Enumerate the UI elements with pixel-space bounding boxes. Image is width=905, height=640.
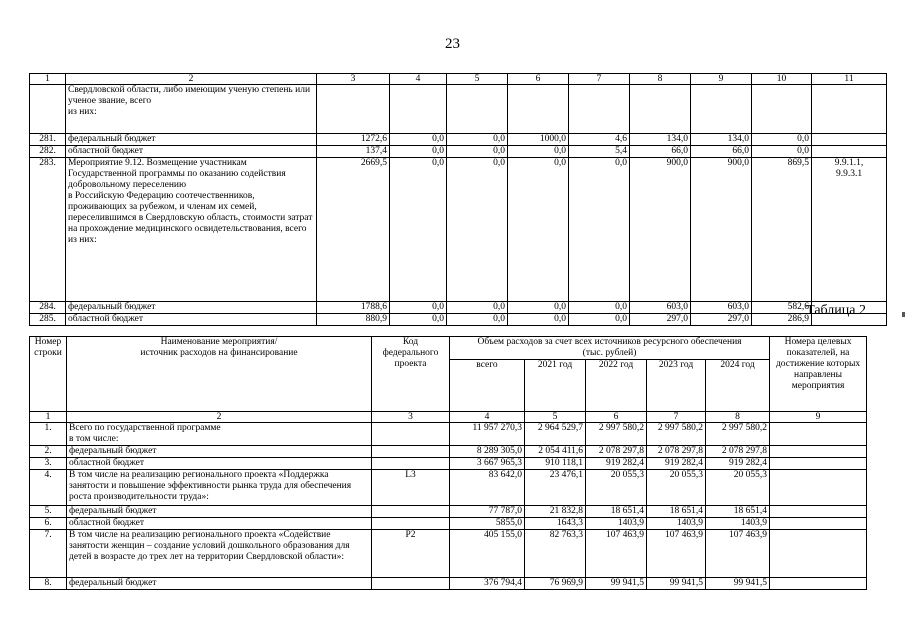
header-total: всего [450, 360, 525, 412]
value-cell: 20 055,3 [706, 470, 770, 506]
table-caption: Таблица 2 [806, 303, 866, 318]
value-cell: 0,0 [569, 158, 630, 302]
value-cell: 603,0 [630, 302, 691, 314]
column-number-3: 3 [372, 412, 450, 423]
header-target-indicators: Номера целевых показателей, на достижение которых направлены мероприятия [770, 337, 867, 412]
row-name: В том числе на реализацию регионального проекта «Содействие занятости женщин – создание условий дошкольного образования для детей в возрасте до трех лет на территории Свердловской области»: [67, 530, 372, 578]
value-cell: 0,0 [508, 314, 569, 326]
table-row [30, 518, 867, 530]
value-cell: 18 651,4 [586, 506, 647, 518]
header-year-2022: 2022 год [586, 360, 647, 412]
value-cell: 4,6 [569, 134, 630, 146]
value-cell: 5,4 [569, 146, 630, 158]
header-year-2023: 2023 год [647, 360, 706, 412]
value-cell: 286,9 [752, 314, 812, 326]
value-cell: 0,0 [390, 314, 447, 326]
value-cell: 0,0 [569, 302, 630, 314]
value-cell: 919 282,4 [647, 458, 706, 470]
target-indicators [770, 578, 867, 590]
value-cell: 107 463,9 [586, 530, 647, 578]
column-number-5: 5 [447, 74, 508, 85]
column-number-4: 4 [450, 412, 525, 423]
column-number-11: 11 [812, 74, 887, 85]
value-cell: 0,0 [508, 302, 569, 314]
table-row [30, 506, 867, 518]
value-cell: 21 832,8 [525, 506, 586, 518]
value-cell: 910 118,1 [525, 458, 586, 470]
value-cell: 2 964 529,7 [525, 423, 586, 446]
column-number-3: 3 [317, 74, 390, 85]
value-cell: 1643,3 [525, 518, 586, 530]
column-number-9: 9 [691, 74, 752, 85]
value-cell: 99 941,5 [586, 578, 647, 590]
value-cell: 2 078 297,8 [706, 446, 770, 458]
row-name: областной бюджет [66, 314, 317, 326]
value-cell [752, 85, 812, 134]
value-cell: 1272,6 [317, 134, 390, 146]
value-cell: 76 969,9 [525, 578, 586, 590]
value-cell: 0,0 [447, 314, 508, 326]
table-row [30, 578, 867, 590]
value-cell: 582,6 [752, 302, 812, 314]
row-number: 3. [30, 458, 67, 470]
table-row [30, 85, 887, 134]
column-number-10: 10 [752, 74, 812, 85]
row-number: 283. [30, 158, 66, 302]
table-row [30, 458, 867, 470]
value-cell: 0,0 [752, 146, 812, 158]
value-cell: 134,0 [630, 134, 691, 146]
value-cell: 107 463,9 [647, 530, 706, 578]
target-indicators [812, 146, 887, 158]
value-cell: 2 997 580,2 [586, 423, 647, 446]
target-indicators [770, 458, 867, 470]
table-row [30, 314, 887, 326]
row-number [30, 85, 66, 134]
value-cell: 900,0 [630, 158, 691, 302]
federal-project-code: P2 [372, 530, 450, 578]
value-cell: 107 463,9 [706, 530, 770, 578]
row-name: Свердловской области, либо имеющим ученую степень или ученое звание, всего из них: [66, 85, 317, 134]
row-name: федеральный бюджет [67, 578, 372, 590]
value-cell: 869,5 [752, 158, 812, 302]
value-cell: 0,0 [390, 158, 447, 302]
value-cell: 18 651,4 [647, 506, 706, 518]
value-cell: 405 155,0 [450, 530, 525, 578]
value-cell [569, 85, 630, 134]
value-cell: 3 667 965,3 [450, 458, 525, 470]
value-cell: 880,9 [317, 314, 390, 326]
target-indicators [770, 470, 867, 506]
federal-project-code [372, 578, 450, 590]
value-cell: 376 794,4 [450, 578, 525, 590]
value-cell: 1403,9 [647, 518, 706, 530]
value-cell: 1403,9 [586, 518, 647, 530]
program-expense-table [29, 336, 867, 590]
column-number-9: 9 [770, 412, 867, 423]
value-cell: 919 282,4 [706, 458, 770, 470]
value-cell: 8 289 305,0 [450, 446, 525, 458]
table-row [30, 158, 887, 302]
value-cell: 83 642,0 [450, 470, 525, 506]
value-cell [508, 85, 569, 134]
table-row [30, 446, 867, 458]
column-number-1: 1 [30, 412, 67, 423]
row-name: федеральный бюджет [66, 134, 317, 146]
value-cell: 0,0 [390, 134, 447, 146]
value-cell: 134,0 [691, 134, 752, 146]
value-cell: 919 282,4 [586, 458, 647, 470]
column-number-7: 7 [647, 412, 706, 423]
row-name: областной бюджет [67, 458, 372, 470]
row-name: областной бюджет [66, 146, 317, 158]
header-row-number: Номер строки [30, 337, 67, 412]
row-number: 285. [30, 314, 66, 326]
value-cell: 1000,0 [508, 134, 569, 146]
row-number: 1. [30, 423, 67, 446]
value-cell: 0,0 [752, 134, 812, 146]
page-number: 23 [445, 36, 460, 52]
value-cell: 297,0 [691, 314, 752, 326]
table-row [30, 134, 887, 146]
value-cell: 0,0 [447, 302, 508, 314]
column-number-2: 2 [66, 74, 317, 85]
column-number-5: 5 [525, 412, 586, 423]
federal-project-code: L3 [372, 470, 450, 506]
value-cell: 297,0 [630, 314, 691, 326]
table-row [30, 530, 867, 578]
value-cell [691, 85, 752, 134]
header-year-2021: 2021 год [525, 360, 586, 412]
row-number: 6. [30, 518, 67, 530]
value-cell: 99 941,5 [706, 578, 770, 590]
row-number: 2. [30, 446, 67, 458]
row-name: федеральный бюджет [67, 446, 372, 458]
value-cell: 20 055,3 [586, 470, 647, 506]
target-indicators [770, 423, 867, 446]
target-indicators [770, 506, 867, 518]
value-cell: 1788,6 [317, 302, 390, 314]
target-indicators [770, 530, 867, 578]
row-name: федеральный бюджет [67, 506, 372, 518]
federal-project-code [372, 506, 450, 518]
target-indicators [812, 85, 887, 134]
table-header-row [30, 74, 887, 85]
column-number-8: 8 [706, 412, 770, 423]
target-indicators: 9.9.1.1, 9.9.3.1 [812, 158, 887, 302]
value-cell: 2 054 411,6 [525, 446, 586, 458]
target-indicators [770, 518, 867, 530]
table-row [30, 146, 887, 158]
column-number-1: 1 [30, 74, 66, 85]
value-cell: 0,0 [447, 146, 508, 158]
column-number-row [30, 412, 867, 423]
value-cell: 66,0 [630, 146, 691, 158]
federal-project-code [372, 423, 450, 446]
value-cell: 0,0 [508, 146, 569, 158]
row-name: федеральный бюджет [66, 302, 317, 314]
value-cell [317, 85, 390, 134]
value-cell: 0,0 [390, 146, 447, 158]
row-number: 8. [30, 578, 67, 590]
header-year-2024: 2024 год [706, 360, 770, 412]
row-number: 284. [30, 302, 66, 314]
value-cell: 18 651,4 [706, 506, 770, 518]
target-indicators [770, 446, 867, 458]
table-row [30, 470, 867, 506]
value-cell: 0,0 [447, 158, 508, 302]
value-cell: 0,0 [569, 314, 630, 326]
value-cell: 0,0 [447, 134, 508, 146]
value-cell: 2 078 297,8 [586, 446, 647, 458]
header-activity-name: Наименование мероприятия/ источник расходов на финансирование [67, 337, 372, 412]
value-cell: 66,0 [691, 146, 752, 158]
table-row [30, 423, 867, 446]
column-number-6: 6 [508, 74, 569, 85]
row-name: Всего по государственной программе в том числе: [67, 423, 372, 446]
value-cell: 0,0 [390, 302, 447, 314]
federal-project-code [372, 458, 450, 470]
value-cell: 77 787,0 [450, 506, 525, 518]
column-number-2: 2 [67, 412, 372, 423]
target-indicators [812, 134, 887, 146]
value-cell: 11 957 270,3 [450, 423, 525, 446]
row-name: В том числе на реализацию регионального проекта «Поддержка занятости и повышение эффективности рынка труда для обеспечения роста производительности труда»: [67, 470, 372, 506]
row-number: 4. [30, 470, 67, 506]
value-cell: 137,4 [317, 146, 390, 158]
value-cell: 82 763,3 [525, 530, 586, 578]
value-cell: 2 997 580,2 [647, 423, 706, 446]
row-name: областной бюджет [67, 518, 372, 530]
column-number-8: 8 [630, 74, 691, 85]
row-number: 5. [30, 506, 67, 518]
value-cell: 603,0 [691, 302, 752, 314]
value-cell: 20 055,3 [647, 470, 706, 506]
row-number: 282. [30, 146, 66, 158]
value-cell [630, 85, 691, 134]
value-cell: 2 078 297,8 [647, 446, 706, 458]
value-cell [390, 85, 447, 134]
value-cell: 0,0 [508, 158, 569, 302]
value-cell: 2669,5 [317, 158, 390, 302]
value-cell: 99 941,5 [647, 578, 706, 590]
value-cell: 5855,0 [450, 518, 525, 530]
row-number: 7. [30, 530, 67, 578]
row-number: 281. [30, 134, 66, 146]
header-federal-project-code: Код федерального проекта [372, 337, 450, 412]
value-cell: 1403,9 [706, 518, 770, 530]
value-cell [447, 85, 508, 134]
federal-project-code [372, 446, 450, 458]
table-row [30, 302, 887, 314]
column-number-6: 6 [586, 412, 647, 423]
value-cell: 23 476,1 [525, 470, 586, 506]
value-cell: 900,0 [691, 158, 752, 302]
budget-table-continued [29, 73, 887, 326]
column-number-4: 4 [390, 74, 447, 85]
header-expense-volume: Объем расходов за счет всех источников ресурсного обеспечения (тыс. рублей) [450, 337, 770, 360]
column-number-7: 7 [569, 74, 630, 85]
value-cell: 2 997 580,2 [706, 423, 770, 446]
row-name: Мероприятие 9.12. Возмещение участникам Государственной программы по оказанию содействия добровольному переселению в Российскую Федерацию соотечественников, проживающих за рубежом, и членам их семей, переселившимся в Свердловскую область, стоимости затрат на прохождение медицинского освидетельствования, всего из них: [66, 158, 317, 302]
federal-project-code [372, 518, 450, 530]
